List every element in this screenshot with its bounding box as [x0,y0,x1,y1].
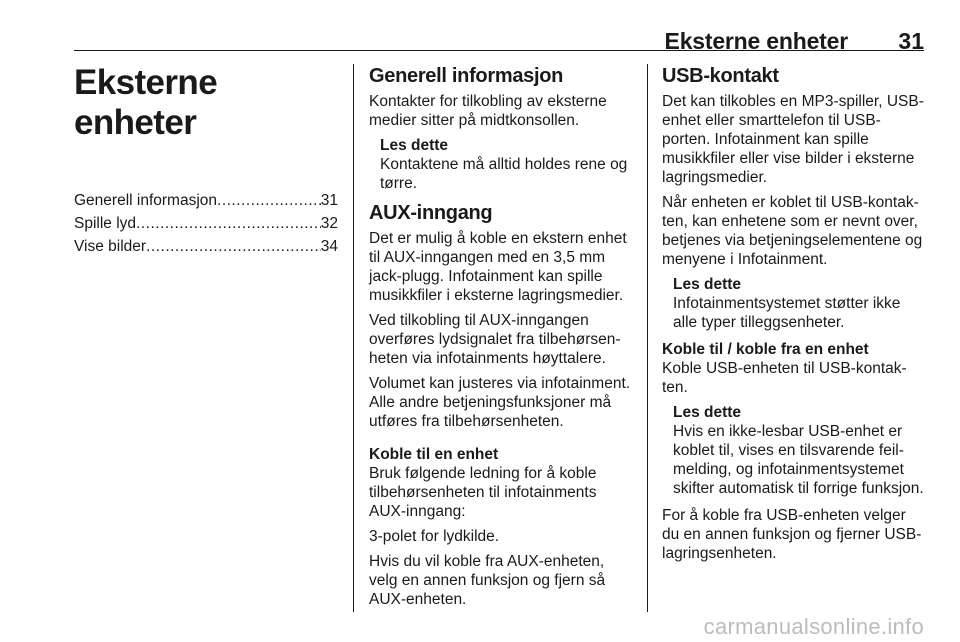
toc-entry-page: 31 [320,192,338,209]
paragraph: Hvis du vil koble fra AUX-enheten, velg en annen funksjon og fjern så AUX-enheten. [369,553,606,608]
usb-column [662,64,926,569]
toc-entry-page: 32 [320,215,338,232]
paragraph: Ved tilkobling til AUX-inngangen overføres lydsignalet fra tilbehørsenheten via infotainments høyttalere. [369,312,621,367]
note-box [662,275,926,332]
toc-entry-page: 34 [320,238,338,255]
note-body: Kontaktene må alltid holdes rene og tørre. [380,156,628,192]
subheading-connect-device: Koble til en enhet [369,446,499,463]
paragraph: 3-polet for lydkilde. [369,528,500,545]
subheading-connect-disconnect: Koble til / koble fra en enhet [662,341,869,358]
chapter-title: Eksterne enheter [74,63,218,142]
paragraph: Det kan tilkobles en MP3-spiller, USB-enhet eller smarttelefon til USB-porten. Infotainment kan spille musikkfiler eller vise bilder i eksterne lagringsmedier. [662,93,924,186]
chapter-column [74,64,338,258]
paragraph: Volumet kan justeres via infotainment. Alle andre betjeningsfunksjoner må utføres fra tilbehørsenheten. [369,375,631,430]
watermark: carmanualsonline.info [703,614,924,639]
paragraph: Det er mulig å koble en ekstern enhet til AUX-inngangen med en 3,5 mm jack-plugg. Infotainment kan spille musikkfiler i eksterne lagringsmedier. [369,230,627,304]
section-heading-usb: USB-kontakt [662,65,779,87]
note-body: Hvis en ikke-lesbar USB-enhet er koblet til, vises en tilsvarende feilmelding, og infotainmentsystemet skifter automatisk til forrige funksjon. [673,423,924,497]
note-title: Les dette [673,276,742,293]
header-rule [74,50,924,51]
paragraph: Når enheten er koblet til USB-kontakten, kan enhetene som er nevnt over, betjenes via betjeningselementene og menyene i Infotainment. [662,194,923,268]
toc-entry[interactable] [74,212,338,235]
section-heading-general-info: Generell informasjon [369,65,564,87]
toc-entry-label: Spille lyd [74,215,137,232]
paragraph: Koble USB-enheten til USB-kontakten. [662,360,907,396]
toc-leader-dots [146,235,321,258]
table-of-contents [74,189,338,258]
note-body: Infotainmentsystemet støtter ikke alle typer tilleggsenheter. [673,295,901,331]
paragraph: Bruk følgende ledning for å koble tilbehørsenheten til infotainments AUX-inngang: [369,465,597,520]
toc-leader-dots [136,212,321,235]
page-number: 31 [898,28,924,54]
toc-entry-label: Generell informasjon [74,192,218,209]
note-box [369,136,633,193]
note-title: Les dette [673,404,742,421]
toc-entry-label: Vise bilder [74,238,147,255]
toc-entry[interactable] [74,235,338,258]
section-heading-aux: AUX-inngang [369,202,493,224]
column-divider-1 [353,64,354,612]
general-info-column [369,64,633,615]
note-box [662,403,926,498]
paragraph: Kontakter for tilkobling av eksterne medier sitter på midtkonsollen. [369,93,607,129]
paragraph: For å koble fra USB-enheten velger du en annen funksjon og fjerner USB-lagringsenheten. [662,507,922,562]
toc-leader-dots [217,189,321,212]
running-header-title: Eksterne enheter [664,28,848,54]
column-divider-2 [647,64,648,612]
toc-entry[interactable] [74,189,338,212]
note-title: Les dette [380,137,449,154]
